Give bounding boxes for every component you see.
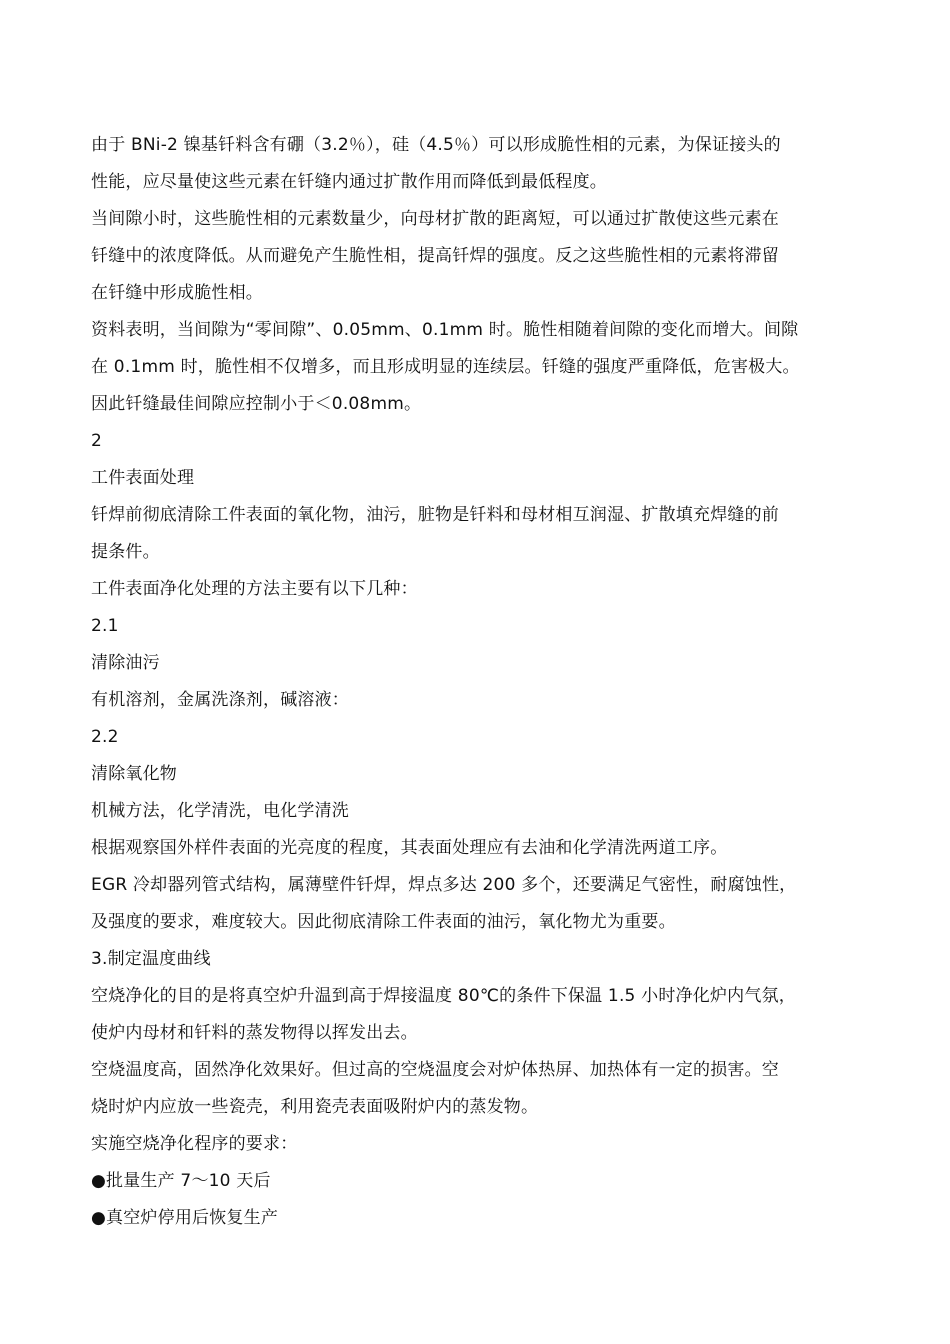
text-line: 根据观察国外样件表面的光亮度的程度，其表面处理应有去油和化学清洗两道工序。 [91,838,728,858]
text-line: 使炉内母材和钎料的蒸发物得以挥发出去。 [91,1023,418,1043]
text-line: 及强度的要求，难度较大。因此彻底清除工件表面的油污，氧化物尤为重要。 [91,912,676,932]
section-heading: 清除氧化物 [91,764,177,784]
bullet-item: ●批量生产 7～10 天后 [91,1171,271,1191]
section-heading: 3.制定温度曲线 [91,949,211,969]
text-line: 由于 BNi-2 镍基钎料含有硼（3.2％），硅（4.5％）可以形成脆性相的元素，为保证接头的 [91,135,781,155]
section-number: 2.2 [91,727,119,747]
text-line: 工件表面净化处理的方法主要有以下几种： [91,579,418,599]
bullet-item: ●真空炉停用后恢复生产 [91,1208,279,1228]
text-line: 提条件。 [91,542,160,562]
text-line: 实施空烧净化程序的要求： [91,1134,298,1154]
text-line: 机械方法，化学清洗，电化学清洗 [91,801,349,821]
text-line: EGR 冷却器列管式结构，属薄壁件钎焊，焊点多达 200 多个，还要满足气密性，耐腐蚀性， [91,875,797,895]
section-heading: 工件表面处理 [91,468,195,488]
text-line: 钎缝中的浓度降低。从而避免产生脆性相，提高钎焊的强度。反之这些脆性相的元素将滞留 [91,246,779,266]
section-number: 2 [91,431,103,451]
text-line: 烧时炉内应放一些瓷壳，利用瓷壳表面吸附炉内的蒸发物。 [91,1097,539,1117]
text-line: 在 0.1mm 时，脆性相不仅增多，而且形成明显的连续层。钎缝的强度严重降低，危害极大。 [91,357,800,377]
text-line: 在钎缝中形成脆性相。 [91,283,263,303]
text-line: 性能，应尽量使这些元素在钎缝内通过扩散作用而降低到最低程度。 [91,172,607,192]
text-line: 空烧温度高，固然净化效果好。但过高的空烧温度会对炉体热屏、加热体有一定的损害。空 [91,1060,779,1080]
text-line: 资料表明，当间隙为“零间隙”、0.05mm、0.1mm 时。脆性相随着间隙的变化而增大。间隙 [91,320,799,340]
text-line: 有机溶剂，金属洗涤剂，碱溶液： [91,690,349,710]
document-body [91,127,866,1237]
text-line: 空烧净化的目的是将真空炉升温到高于焊接温度 80℃的条件下保温 1.5 小时净化炉内气氛， [91,986,796,1006]
text-line: 钎焊前彻底清除工件表面的氧化物，油污，脏物是钎料和母材相互润湿、扩散填充焊缝的前 [91,505,779,525]
section-heading: 清除油污 [91,653,160,673]
text-line: 因此钎缝最佳间隙应控制小于＜0.08mm。 [91,394,422,414]
section-number: 2.1 [91,616,119,636]
text-line: 当间隙小时，这些脆性相的元素数量少，向母材扩散的距离短，可以通过扩散使这些元素在 [91,209,779,229]
